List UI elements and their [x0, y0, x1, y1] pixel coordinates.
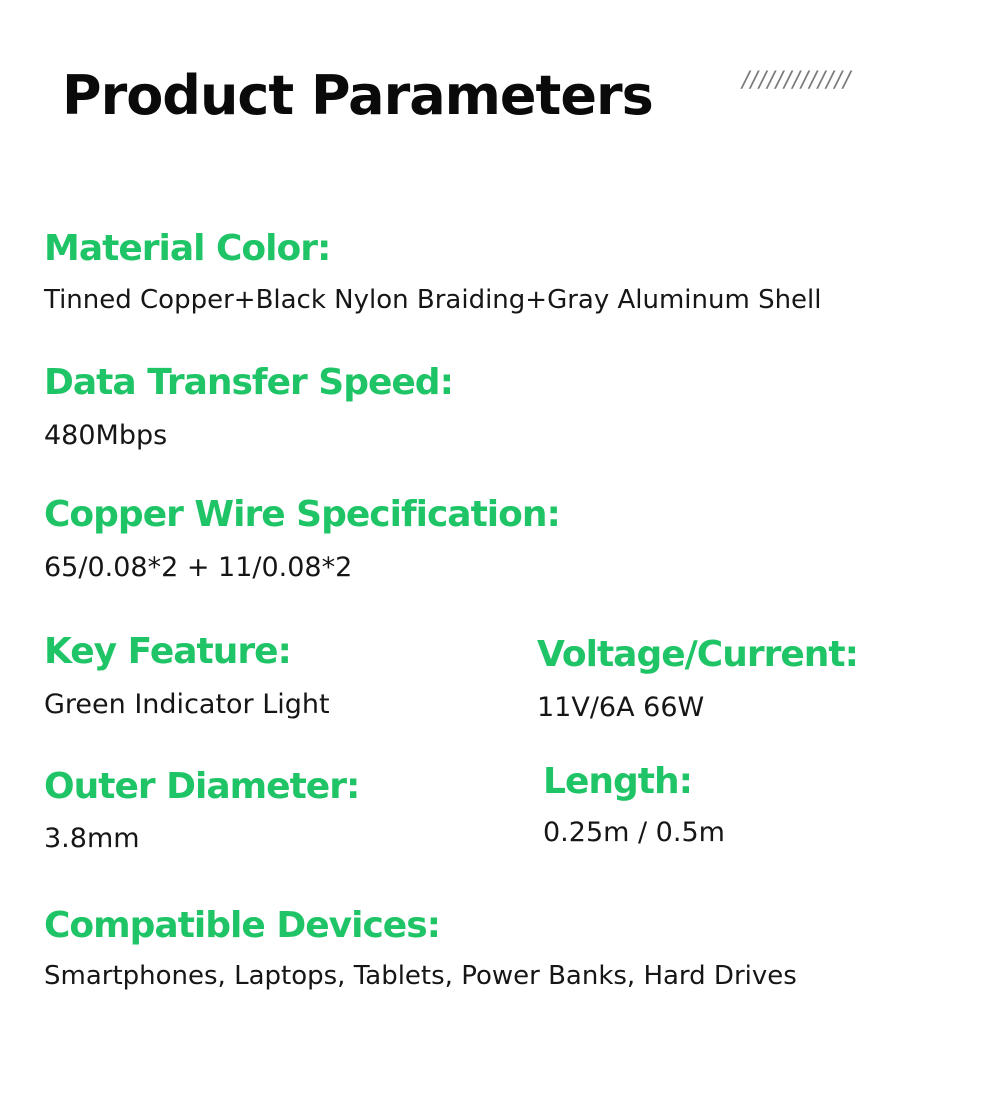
outer-diameter-label: Outer Diameter: [44, 766, 360, 807]
voltage-current-label: Voltage/Current: [537, 634, 859, 675]
voltage-current-value: 11V/6A 66W [537, 692, 705, 723]
key-feature-label: Key Feature: [44, 631, 291, 672]
data-transfer-speed-value: 480Mbps [44, 420, 168, 451]
copper-wire-spec-label: Copper Wire Specification: [44, 494, 560, 535]
slash-decoration: ///////////// [742, 68, 852, 93]
copper-wire-spec-value: 65/0.08*2 + 11/0.08*2 [44, 552, 353, 583]
compatible-devices-label: Compatible Devices: [44, 905, 441, 946]
material-color-value: Tinned Copper+Black Nylon Braiding+Gray Aluminum Shell [44, 285, 822, 315]
outer-diameter-value: 3.8mm [44, 823, 140, 854]
length-label: Length: [543, 761, 692, 802]
material-color-label: Material Color: [44, 228, 331, 269]
compatible-devices-value: Smartphones, Laptops, Tablets, Power Banks, Hard Drives [44, 961, 797, 991]
data-transfer-speed-label: Data Transfer Speed: [44, 362, 453, 403]
key-feature-value: Green Indicator Light [44, 689, 330, 720]
page-title: Product Parameters [62, 64, 653, 127]
length-value: 0.25m / 0.5m [543, 817, 725, 848]
